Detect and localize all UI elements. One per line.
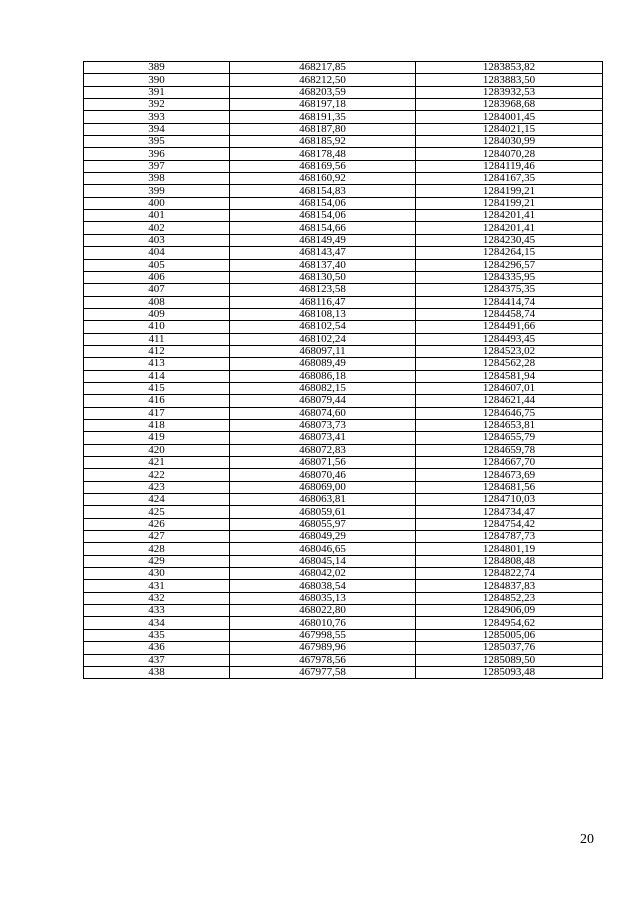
point-number-cell: 413 [84,358,230,370]
y-coordinate-cell: 1284021,15 [416,123,603,135]
x-coordinate-cell: 468102,24 [230,333,416,345]
table-row [84,592,603,604]
x-coordinate-cell: 468071,56 [230,457,416,469]
point-number-cell: 433 [84,605,230,617]
point-number-cell: 415 [84,382,230,394]
x-coordinate-cell: 468178,48 [230,148,416,160]
y-coordinate-cell: 1284264,15 [416,247,603,259]
y-coordinate-cell: 1284667,70 [416,457,603,469]
y-coordinate-cell: 1285037,76 [416,642,603,654]
table-row [84,111,603,123]
y-coordinate-cell: 1285093,48 [416,666,603,678]
x-coordinate-cell: 468069,00 [230,481,416,493]
point-number-cell: 395 [84,136,230,148]
x-coordinate-cell: 468045,14 [230,555,416,567]
point-number-cell: 399 [84,185,230,197]
y-coordinate-cell: 1284167,35 [416,173,603,185]
x-coordinate-cell: 468010,76 [230,617,416,629]
table-row [84,197,603,209]
x-coordinate-cell: 467989,96 [230,642,416,654]
table-row [84,605,603,617]
x-coordinate-cell: 467978,56 [230,654,416,666]
x-coordinate-cell: 468082,15 [230,382,416,394]
x-coordinate-cell: 467998,55 [230,629,416,641]
point-number-cell: 407 [84,284,230,296]
point-number-cell: 392 [84,99,230,111]
y-coordinate-cell: 1284655,79 [416,432,603,444]
x-coordinate-cell: 468102,54 [230,321,416,333]
table-row [84,494,603,506]
y-coordinate-cell: 1284852,23 [416,592,603,604]
table-row [84,234,603,246]
y-coordinate-cell: 1284581,94 [416,370,603,382]
table-row [84,568,603,580]
point-number-cell: 398 [84,173,230,185]
x-coordinate-cell: 468097,11 [230,345,416,357]
table-row [84,432,603,444]
point-number-cell: 434 [84,617,230,629]
table-row [84,580,603,592]
point-number-cell: 419 [84,432,230,444]
table-row [84,210,603,222]
x-coordinate-cell: 468070,46 [230,469,416,481]
table-row [84,247,603,259]
y-coordinate-cell: 1284414,74 [416,296,603,308]
point-number-cell: 422 [84,469,230,481]
x-coordinate-cell: 468063,81 [230,494,416,506]
y-coordinate-cell: 1284808,48 [416,555,603,567]
point-number-cell: 425 [84,506,230,518]
y-coordinate-cell: 1283968,68 [416,99,603,111]
y-coordinate-cell: 1284837,83 [416,580,603,592]
x-coordinate-cell: 468197,18 [230,99,416,111]
point-number-cell: 412 [84,345,230,357]
table-row [84,531,603,543]
x-coordinate-cell: 468203,59 [230,86,416,98]
x-coordinate-cell: 468074,60 [230,407,416,419]
point-number-cell: 418 [84,419,230,431]
point-number-cell: 414 [84,370,230,382]
point-number-cell: 403 [84,234,230,246]
table-row [84,74,603,86]
table-row [84,271,603,283]
table-row [84,419,603,431]
y-coordinate-cell: 1284906,09 [416,605,603,617]
x-coordinate-cell: 468035,13 [230,592,416,604]
table-row [84,617,603,629]
x-coordinate-cell: 468049,29 [230,531,416,543]
y-coordinate-cell: 1283853,82 [416,62,603,74]
y-coordinate-cell: 1284493,45 [416,333,603,345]
x-coordinate-cell: 468143,47 [230,247,416,259]
point-number-cell: 401 [84,210,230,222]
x-coordinate-cell: 468116,47 [230,296,416,308]
point-number-cell: 393 [84,111,230,123]
point-number-cell: 424 [84,494,230,506]
x-coordinate-cell: 468046,65 [230,543,416,555]
table-row [84,358,603,370]
x-coordinate-cell: 468042,02 [230,568,416,580]
point-number-cell: 420 [84,444,230,456]
table-row [84,555,603,567]
table-row [84,148,603,160]
table-row [84,185,603,197]
table-row [84,222,603,234]
y-coordinate-cell: 1284296,57 [416,259,603,271]
x-coordinate-cell: 468185,92 [230,136,416,148]
table-row [84,407,603,419]
point-number-cell: 400 [84,197,230,209]
x-coordinate-cell: 468079,44 [230,395,416,407]
table-row [84,444,603,456]
x-coordinate-cell: 468123,58 [230,284,416,296]
table-row [84,382,603,394]
y-coordinate-cell: 1284562,28 [416,358,603,370]
point-number-cell: 411 [84,333,230,345]
y-coordinate-cell: 1284119,46 [416,160,603,172]
y-coordinate-cell: 1283883,50 [416,74,603,86]
point-number-cell: 428 [84,543,230,555]
x-coordinate-cell: 468149,49 [230,234,416,246]
y-coordinate-cell: 1284710,03 [416,494,603,506]
y-coordinate-cell: 1284201,41 [416,222,603,234]
x-coordinate-cell: 467977,58 [230,666,416,678]
y-coordinate-cell: 1284201,41 [416,210,603,222]
table-row [84,345,603,357]
x-coordinate-cell: 468086,18 [230,370,416,382]
point-number-cell: 429 [84,555,230,567]
point-number-cell: 421 [84,457,230,469]
page-number: 20 [580,832,594,847]
y-coordinate-cell: 1284673,69 [416,469,603,481]
point-number-cell: 438 [84,666,230,678]
y-coordinate-cell: 1284734,47 [416,506,603,518]
point-number-cell: 436 [84,642,230,654]
point-number-cell: 406 [84,271,230,283]
point-number-cell: 410 [84,321,230,333]
y-coordinate-cell: 1285005,06 [416,629,603,641]
x-coordinate-cell: 468217,85 [230,62,416,74]
y-coordinate-cell: 1284621,44 [416,395,603,407]
x-coordinate-cell: 468137,40 [230,259,416,271]
x-coordinate-cell: 468038,54 [230,580,416,592]
table-row [84,136,603,148]
table-row [84,86,603,98]
table-row [84,321,603,333]
table-row [84,308,603,320]
point-number-cell: 432 [84,592,230,604]
x-coordinate-cell: 468089,49 [230,358,416,370]
point-number-cell: 416 [84,395,230,407]
table-row [84,506,603,518]
table-row [84,173,603,185]
point-number-cell: 396 [84,148,230,160]
x-coordinate-cell: 468055,97 [230,518,416,530]
table-row [84,654,603,666]
y-coordinate-cell: 1284787,73 [416,531,603,543]
y-coordinate-cell: 1284070,28 [416,148,603,160]
point-number-cell: 404 [84,247,230,259]
table-row [84,370,603,382]
x-coordinate-cell: 468154,83 [230,185,416,197]
y-coordinate-cell: 1284230,45 [416,234,603,246]
point-number-cell: 431 [84,580,230,592]
point-number-cell: 426 [84,518,230,530]
y-coordinate-cell: 1284335,95 [416,271,603,283]
x-coordinate-cell: 468130,50 [230,271,416,283]
y-coordinate-cell: 1284030,99 [416,136,603,148]
table-row [84,543,603,555]
point-number-cell: 402 [84,222,230,234]
y-coordinate-cell: 1284375,35 [416,284,603,296]
x-coordinate-cell: 468154,06 [230,210,416,222]
x-coordinate-cell: 468191,35 [230,111,416,123]
x-coordinate-cell: 468169,56 [230,160,416,172]
coordinates-table-body [84,62,603,679]
x-coordinate-cell: 468154,06 [230,197,416,209]
table-row [84,629,603,641]
point-number-cell: 397 [84,160,230,172]
point-number-cell: 391 [84,86,230,98]
point-number-cell: 390 [84,74,230,86]
point-number-cell: 394 [84,123,230,135]
table-row [84,160,603,172]
table-row [84,284,603,296]
y-coordinate-cell: 1284954,62 [416,617,603,629]
table-row [84,666,603,678]
y-coordinate-cell: 1284754,42 [416,518,603,530]
table-row [84,481,603,493]
table-row [84,296,603,308]
x-coordinate-cell: 468187,80 [230,123,416,135]
x-coordinate-cell: 468212,50 [230,74,416,86]
coordinates-table [83,61,603,679]
y-coordinate-cell: 1283932,53 [416,86,603,98]
y-coordinate-cell: 1284001,45 [416,111,603,123]
y-coordinate-cell: 1284199,21 [416,197,603,209]
y-coordinate-cell: 1284491,66 [416,321,603,333]
x-coordinate-cell: 468022,80 [230,605,416,617]
y-coordinate-cell: 1284659,78 [416,444,603,456]
table-row [84,123,603,135]
point-number-cell: 423 [84,481,230,493]
y-coordinate-cell: 1284607,01 [416,382,603,394]
y-coordinate-cell: 1284646,75 [416,407,603,419]
y-coordinate-cell: 1284822,74 [416,568,603,580]
point-number-cell: 435 [84,629,230,641]
point-number-cell: 409 [84,308,230,320]
y-coordinate-cell: 1285089,50 [416,654,603,666]
y-coordinate-cell: 1284801,19 [416,543,603,555]
point-number-cell: 408 [84,296,230,308]
point-number-cell: 427 [84,531,230,543]
x-coordinate-cell: 468073,73 [230,419,416,431]
table-row [84,518,603,530]
y-coordinate-cell: 1284199,21 [416,185,603,197]
x-coordinate-cell: 468072,83 [230,444,416,456]
table-row [84,457,603,469]
table-row [84,62,603,74]
y-coordinate-cell: 1284653,81 [416,419,603,431]
y-coordinate-cell: 1284458,74 [416,308,603,320]
x-coordinate-cell: 468059,61 [230,506,416,518]
x-coordinate-cell: 468154,66 [230,222,416,234]
table-row [84,395,603,407]
x-coordinate-cell: 468108,13 [230,308,416,320]
y-coordinate-cell: 1284681,56 [416,481,603,493]
point-number-cell: 430 [84,568,230,580]
table-row [84,259,603,271]
x-coordinate-cell: 468160,92 [230,173,416,185]
point-number-cell: 389 [84,62,230,74]
x-coordinate-cell: 468073,41 [230,432,416,444]
table-row [84,333,603,345]
y-coordinate-cell: 1284523,02 [416,345,603,357]
table-row [84,99,603,111]
table-row [84,469,603,481]
table-row [84,642,603,654]
point-number-cell: 417 [84,407,230,419]
point-number-cell: 405 [84,259,230,271]
point-number-cell: 437 [84,654,230,666]
